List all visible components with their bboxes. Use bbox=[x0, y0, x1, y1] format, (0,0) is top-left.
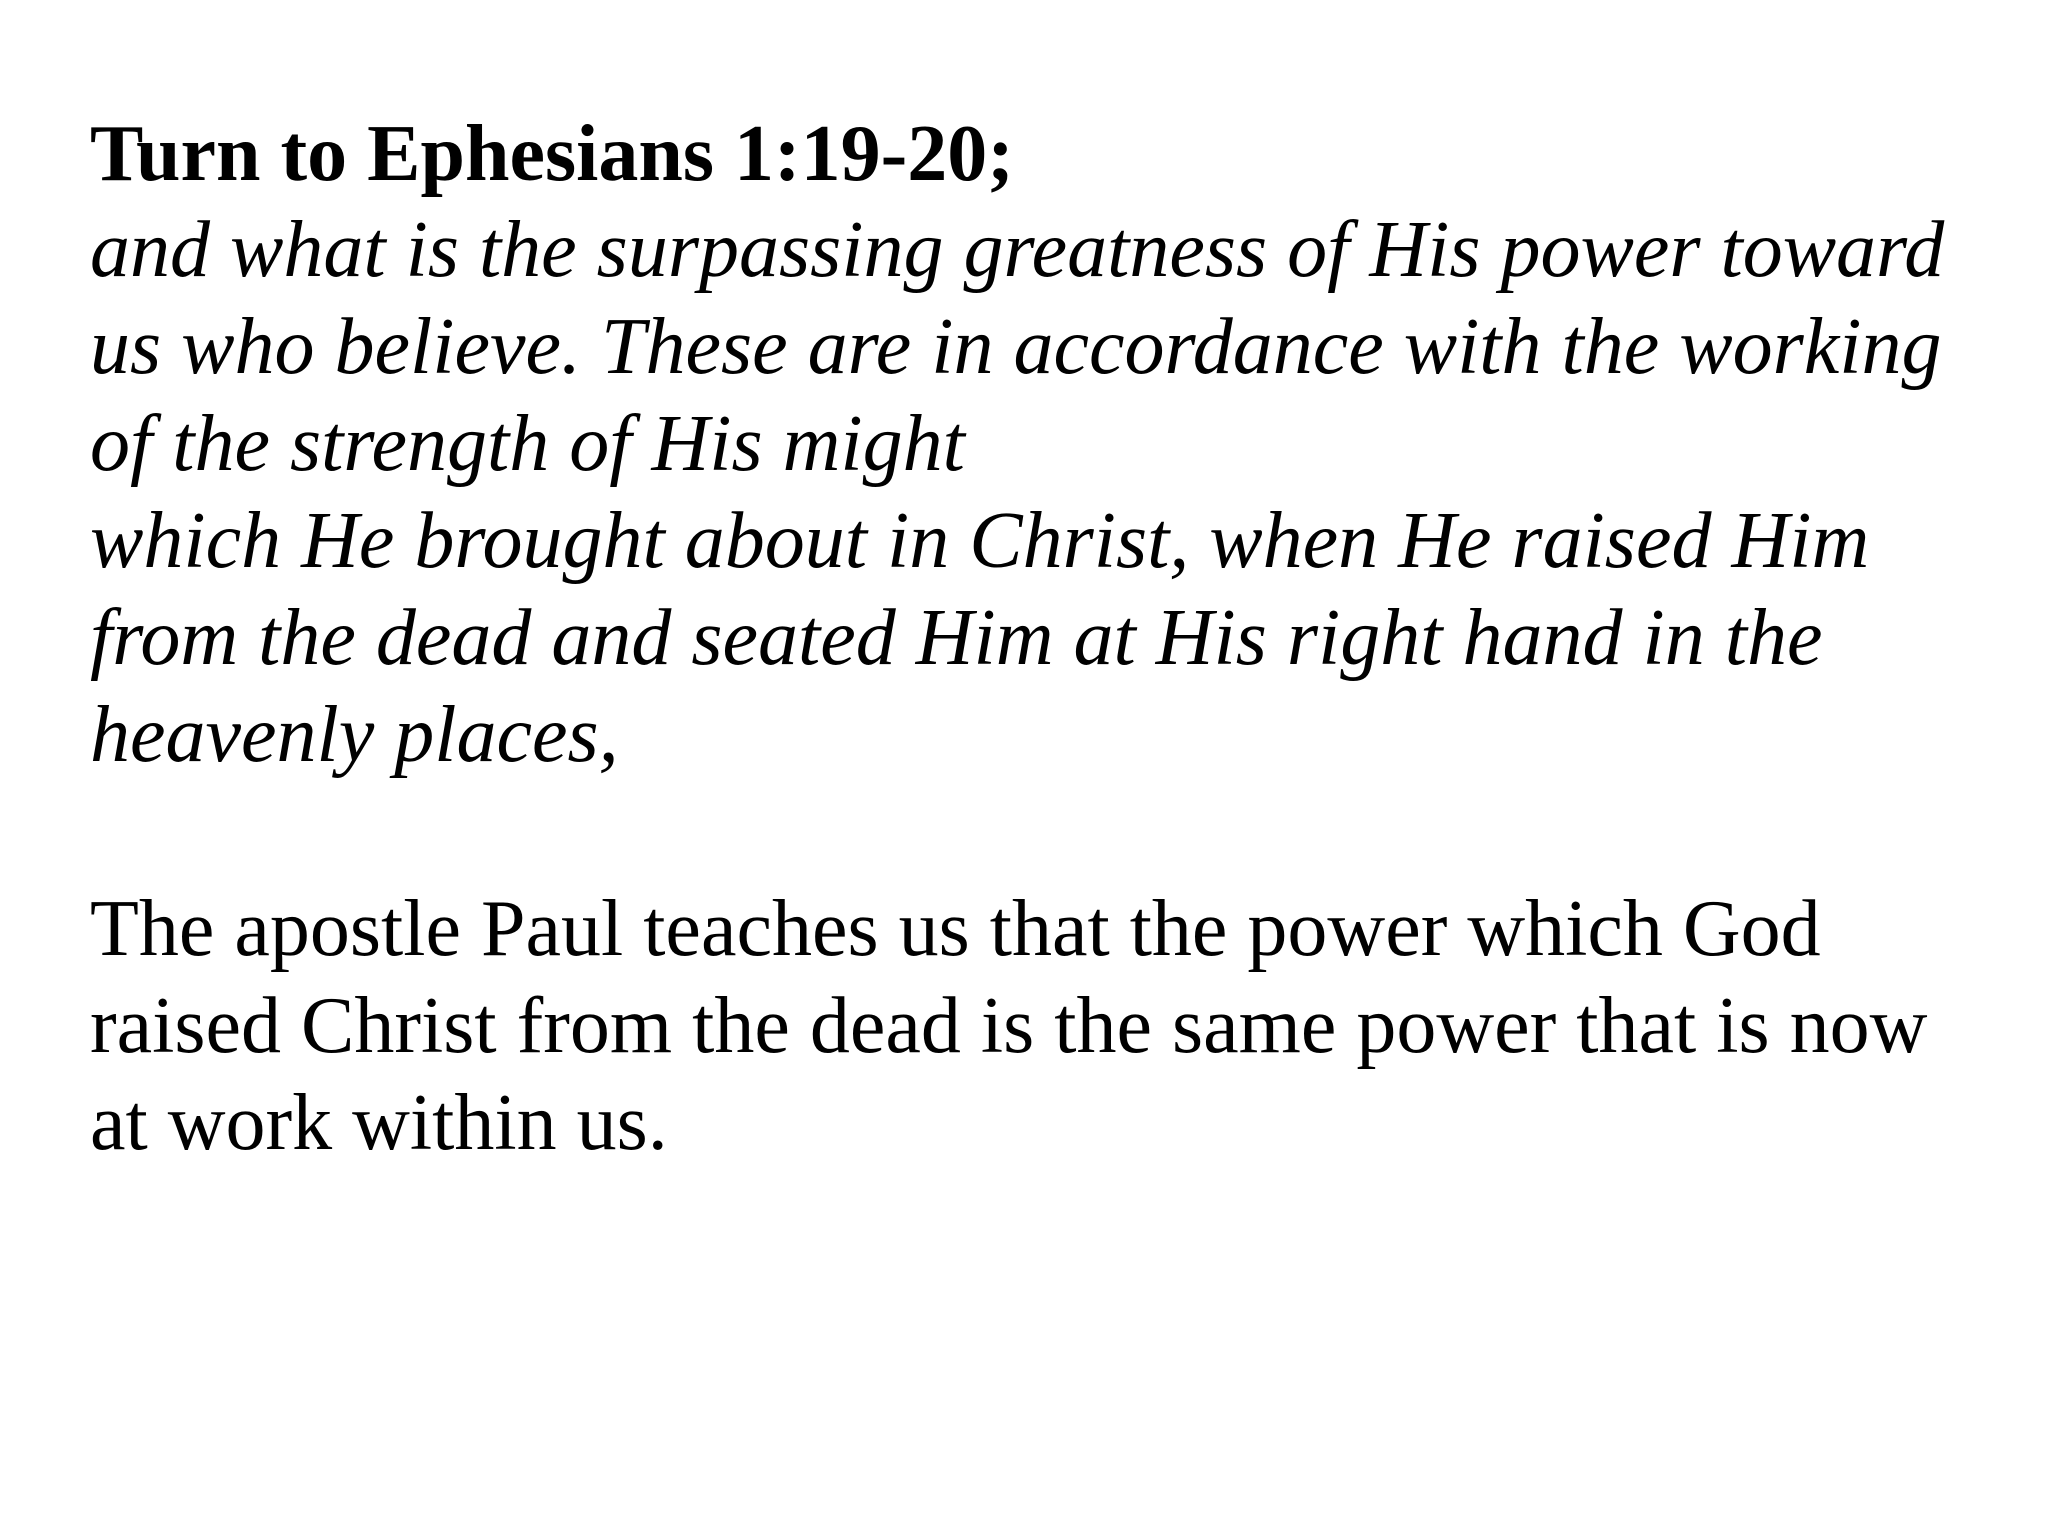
scripture-quote-line: from the dead and seated Him at His right hand in the bbox=[90, 594, 1823, 682]
commentary-line: The apostle Paul teaches us that the power which God bbox=[90, 885, 1821, 973]
scripture-quote-line: and what is the surpassing greatness of His power toward bbox=[90, 206, 1945, 294]
scripture-quote-line: of the strength of His might bbox=[90, 400, 965, 488]
scripture-quote-line: which He brought about in Christ, when He raised Him bbox=[90, 497, 1870, 585]
commentary-paragraph bbox=[90, 881, 1990, 1172]
slide-content bbox=[90, 106, 1990, 1172]
scripture-quote-line: heavenly places, bbox=[90, 691, 619, 779]
scripture-quote bbox=[90, 202, 1990, 784]
scripture-reference-heading: Turn to Ephesians 1:19-20; bbox=[90, 110, 1014, 198]
scripture-quote-line: us who believe. These are in accordance with the working bbox=[90, 303, 1942, 391]
commentary-line: at work within us. bbox=[90, 1079, 668, 1167]
commentary-line: raised Christ from the dead is the same power that is now bbox=[90, 982, 1928, 1070]
